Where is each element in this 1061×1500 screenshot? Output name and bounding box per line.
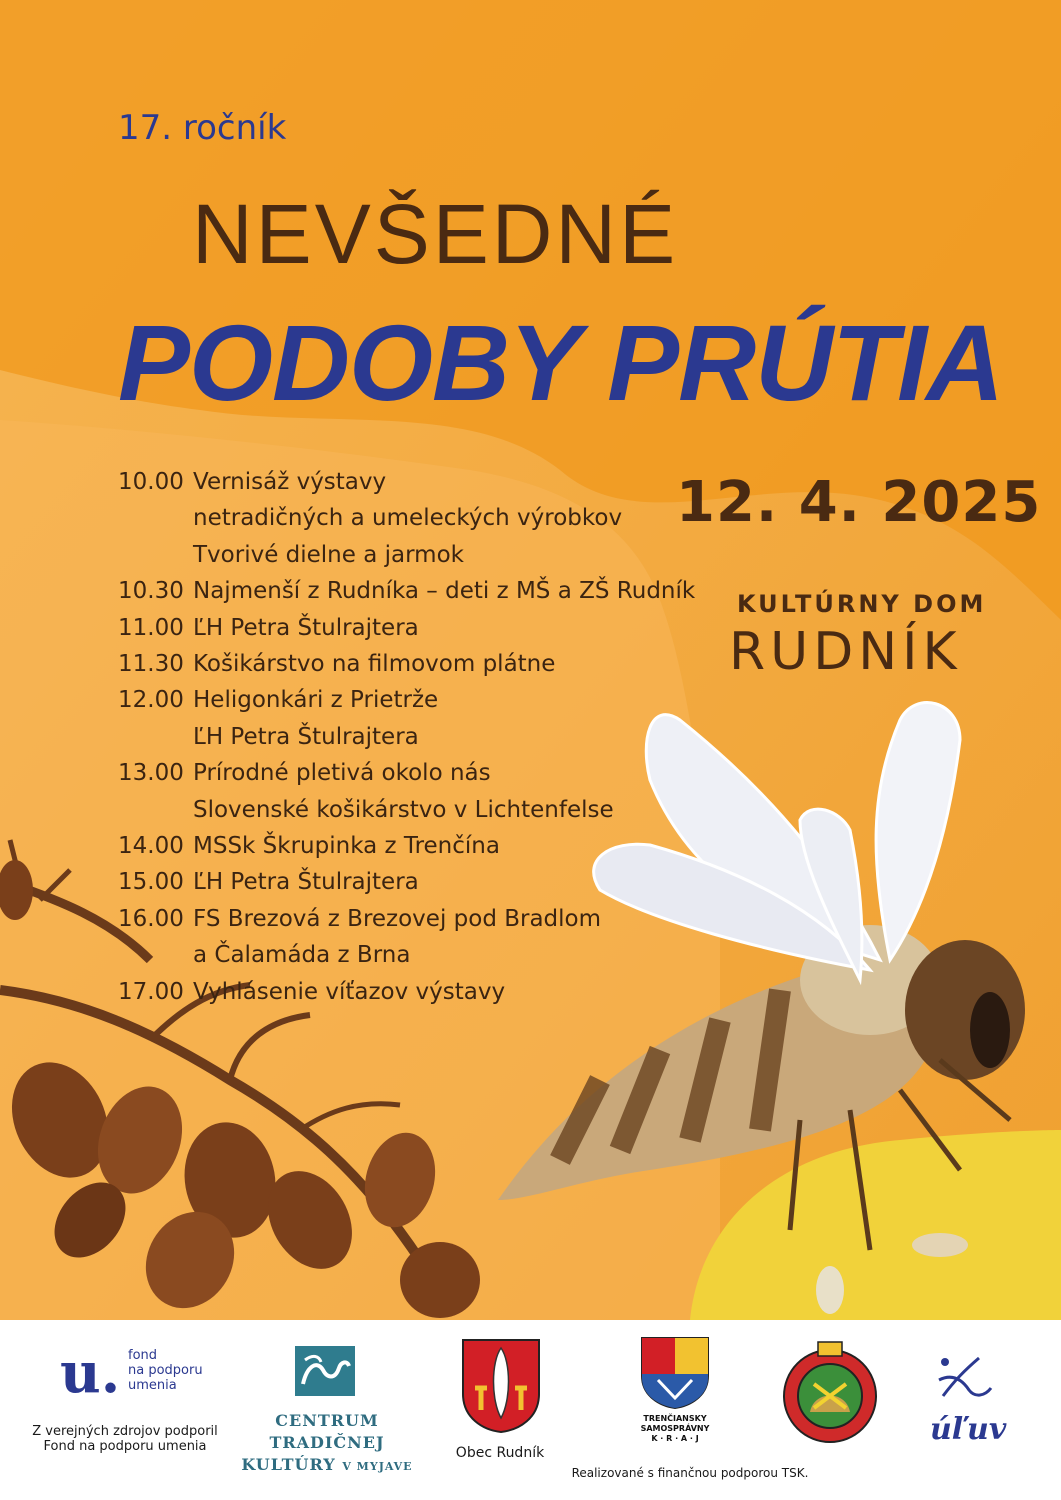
program-text: netradičných a umeleckých výrobkov xyxy=(193,505,623,532)
program-time: 12.00 xyxy=(118,687,184,714)
venue-label: KULTÚRNY DOM xyxy=(737,590,987,618)
ctk-line: KULTÚRY xyxy=(241,1455,336,1474)
program-list xyxy=(118,464,696,1010)
tsk-line: SAMOSPRÁVNY xyxy=(640,1424,710,1433)
obec-caption: Obec Rudník xyxy=(455,1445,545,1461)
edition-label: 17. ročník xyxy=(118,108,287,148)
fpu-name: umenia xyxy=(128,1378,177,1393)
program-item xyxy=(118,974,678,1010)
fpu-caption xyxy=(25,1424,225,1454)
program-text: Vyhlásenie víťazov výstavy xyxy=(193,978,506,1005)
program-text: FS Brezová z Brezovej pod Bradlom xyxy=(193,905,602,932)
program-item xyxy=(118,464,678,573)
tsk-line: TRENČIANSKY xyxy=(643,1414,707,1423)
venue-town: RUDNÍK xyxy=(729,622,962,682)
program-text: Heligonkári z Prietrže xyxy=(193,687,439,714)
program-item xyxy=(118,864,678,900)
program-text: Košikárstvo na filmovom plátne xyxy=(193,651,556,678)
small-bee-image xyxy=(912,1233,968,1257)
program-time: 13.00 xyxy=(118,760,184,787)
tsk-line: K · R · A · J xyxy=(651,1434,699,1443)
program-text: ĽH Petra Štulrajtera xyxy=(193,723,419,750)
ctk-line: V MYJAVE xyxy=(342,1460,413,1473)
title-line-2: PODOBY PRÚTIA xyxy=(118,302,1004,423)
program-time: 10.00 xyxy=(118,469,184,495)
tsk-caption: Realizované s finančnou podporou TSK. xyxy=(571,1466,809,1480)
fpu-name: na podporu xyxy=(128,1363,203,1378)
sponsor-footer xyxy=(0,1320,1061,1500)
rudnik-coat-of-arms-icon xyxy=(461,1338,541,1434)
program-item xyxy=(118,828,678,864)
program-text: Vernisáž výstavy xyxy=(193,469,387,495)
program-text: ĽH Petra Štulrajtera xyxy=(193,869,419,896)
program-item xyxy=(118,646,678,682)
program-text: ĽH Petra Štulrajtera xyxy=(193,614,419,641)
program-item xyxy=(118,610,678,646)
ctk-logo-text xyxy=(232,1410,422,1478)
program-text: Najmenší z Rudníka – deti z MŠ a ZŠ Rudník xyxy=(193,578,696,605)
title-line-1: NEVŠEDNÉ xyxy=(192,187,679,281)
program-time: 16.00 xyxy=(118,905,184,932)
program-time: 11.00 xyxy=(118,614,184,641)
fpu-caption-line: Fond na podporu umenia xyxy=(43,1439,207,1454)
program-text: Slovenské košikárstvo v Lichtenfelse xyxy=(193,796,614,823)
program-time: 15.00 xyxy=(118,869,184,896)
program-time: 14.00 xyxy=(118,833,184,860)
program-item xyxy=(118,755,678,828)
fpu-caption-line: Z verejných zdrojov podporil xyxy=(32,1424,218,1439)
fpu-name: fond xyxy=(128,1348,158,1363)
fpu-mark: u. xyxy=(60,1340,121,1406)
guild-badge-icon xyxy=(780,1340,880,1444)
program-item xyxy=(118,901,678,974)
program-time: 11.30 xyxy=(118,651,184,678)
program-text: MSSk Škrupinka z Trenčína xyxy=(193,833,500,860)
program-text: a Čalamáda z Brna xyxy=(193,942,411,969)
small-bee-image-2 xyxy=(816,1266,844,1314)
tsk-coat-of-arms-icon xyxy=(640,1336,710,1410)
program-item xyxy=(118,682,678,755)
uluv-logo-text: úľuv xyxy=(930,1412,1007,1447)
program-item xyxy=(118,573,696,609)
program-text: Tvorivé dielne a jarmok xyxy=(193,541,464,568)
uluv-bird-icon xyxy=(935,1350,995,1404)
event-date: 12. 4. 2025 xyxy=(676,470,1042,535)
tsk-text xyxy=(630,1414,720,1444)
program-time: 10.30 xyxy=(118,578,184,605)
program-time: 17.00 xyxy=(118,978,184,1005)
ctk-line: CENTRUM TRADIČNEJ xyxy=(269,1411,385,1452)
ctk-emblem-icon xyxy=(295,1346,355,1396)
program-text: Prírodné pletivá okolo nás xyxy=(193,760,491,787)
